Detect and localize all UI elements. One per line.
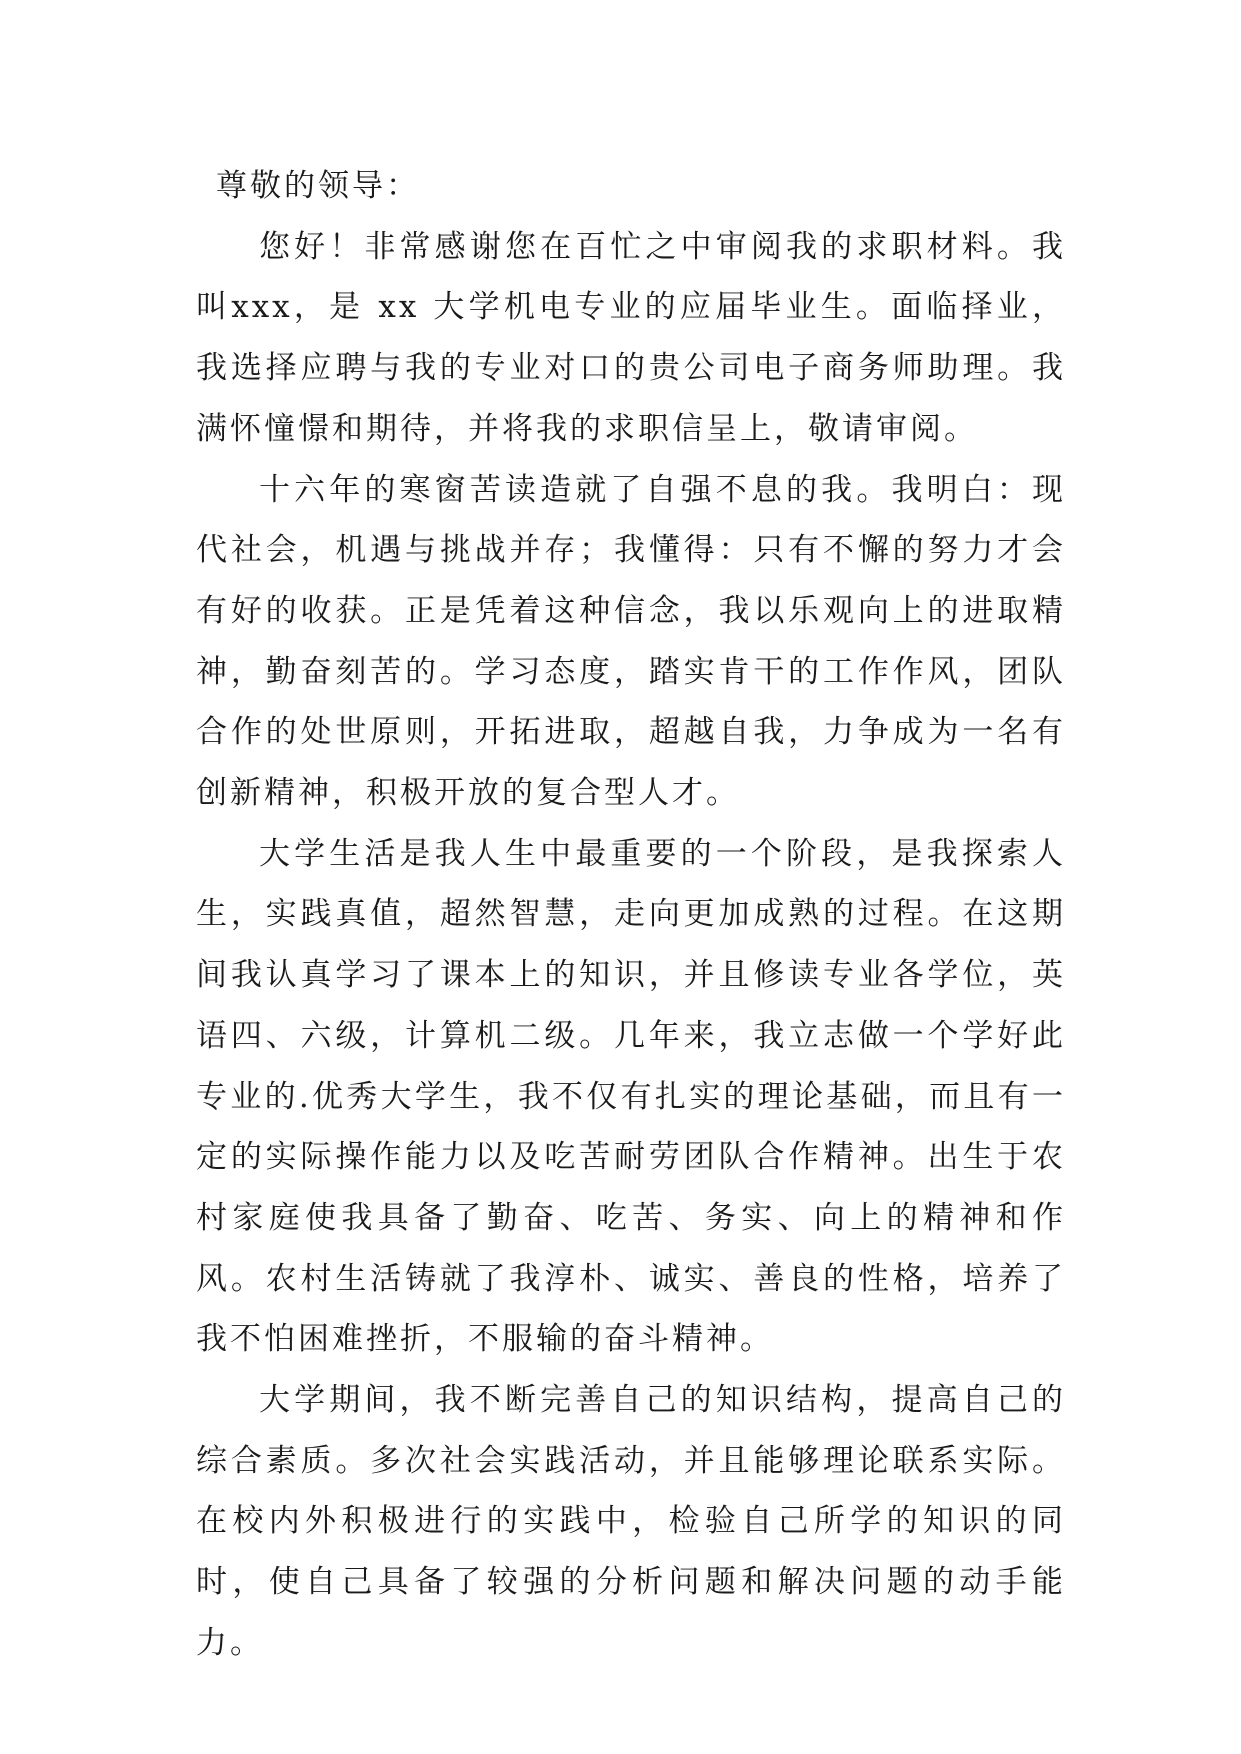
paragraph-university-life: 大学生活是我人生中最重要的一个阶段，是我探索人生，实践真值，超然智慧，走向更加成熟的过程。在这期间我认真学习了课本上的知识，并且修读专业各学位，英语四、六级，计算机二级。几年来，我立志做一个学好此专业的.优秀大学生，我不仅有扎实的理论基础，而且有一定的实际操作能力以及吃苦耐劳团队合作精神。出生于农村家庭使我具备了勤奋、吃苦、务实、向上的精神和作风。农村生活铸就了我淳朴、诚实、善良的性格，培养了我不怕困难挫折，不服输的奋斗精神。: [196, 835, 1066, 1358]
paragraph-greeting: 您好！非常感谢您在百忙之中审阅我的求职材料。我叫xxx，是 xx 大学机电专业的应届毕业生。面临择业，我选择应聘与我的专业对口的贵公司电子商务师助理。我满怀憧憬和期待，并将我的求职信呈上，敬请审阅。: [196, 228, 1066, 447]
salutation: 尊敬的领导：: [216, 168, 420, 204]
paragraph-practice: 大学期间，我不断完善自己的知识结构，提高自己的综合素质。多次社会实践活动，并且能够理论联系实际。在校内外积极进行的实践中，检验自己所学的知识的同时，使自己具备了较强的分析问题和解决问题的动手能力。: [196, 1382, 1066, 1661]
paragraph-motivation: 十六年的寒窗苦读造就了自强不息的我。我明白：现代社会，机遇与挑战并存；我懂得：只有不懈的努力才会有好的收获。正是凭着这种信念，我以乐观向上的进取精神，勤奋刻苦的。学习态度，踏实肯干的工作作风，团队合作的处世原则，开拓进取，超越自我，力争成为一名有创新精神，积极开放的复合型人才。: [196, 471, 1066, 812]
letter-body: [196, 156, 1066, 1674]
